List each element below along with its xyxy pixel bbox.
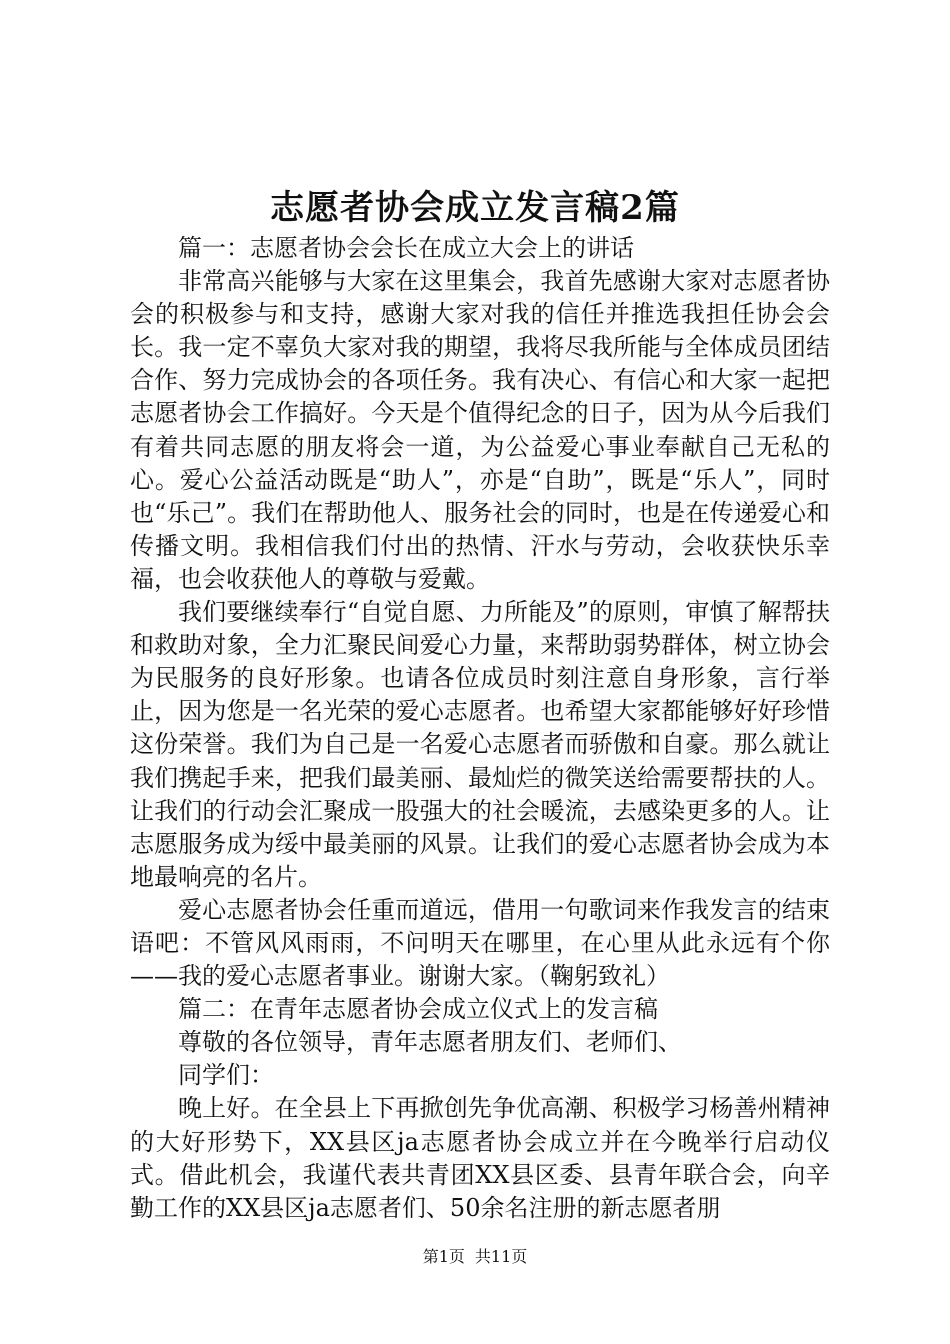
section-heading-2: 篇二：在青年志愿者协会成立仪式上的发言稿 xyxy=(178,995,658,1024)
document-body xyxy=(130,232,830,1225)
page-total: 共11页 xyxy=(474,1247,528,1266)
paragraph: 晚上好。在全县上下再掀创先争优高潮、积极学习杨善州精神的大好形势下，XX县区ja志愿者协会成立并在今晚举行启动仪式。借此机会，我谨代表共青团XX县区委、县青年联合会，向辛勤工作的XX县区ja志愿者们、50余名注册的新志愿者朋 xyxy=(130,1094,830,1222)
salutation-line-1: 尊敬的各位领导，青年志愿者朋友们、老师们、 xyxy=(178,1028,682,1057)
paragraph: 非常高兴能够与大家在这里集会，我首先感谢大家对志愿者协会的积极参与和支持，感谢大家对我的信任并推选我担任协会会长。我一定不辜负大家对我的期望，我将尽我所能与全体成员团结合作、努力完成协会的各项任务。我有决心、有信心和大家一起把志愿者协会工作搞好。今天是个值得纪念的日子，因为从今后我们有着共同志愿的朋友将会一道，为公益爱心事业奉献自己无私的心。爱心公益活动既是“助人”，亦是“自助”，既是“乐人”，同时也“乐己”。我们在帮助他人、服务社会的同时，也是在传递爱心和传播文明。我相信我们付出的热情、汗水与劳动，会收获快乐幸福，也会收获他人的尊敬与爱戴。 xyxy=(130,267,830,593)
paragraph: 我们要继续奉行“自觉自愿、力所能及”的原则，审慎了解帮扶和救助对象，全力汇聚民间爱心力量，来帮助弱势群体，树立协会为民服务的良好形象。也请各位成员时刻注意自身形象，言行举止，因为您是一名光荣的爱心志愿者。也希望大家都能够好好珍惜这份荣誉。我们为自己是一名爱心志愿者而骄傲和自豪。那么就让我们携起手来，把我们最美丽、最灿烂的微笑送给需要帮扶的人。让我们的行动会汇聚成一股强大的社会暖流，去感染更多的人。让志愿服务成为绥中最美丽的风景。让我们的爱心志愿者协会成为本地最响亮的名片。 xyxy=(130,598,830,891)
section-heading-1: 篇一：志愿者协会会长在成立大会上的讲话 xyxy=(178,234,634,262)
document-title: 志愿者协会成立发言稿2篇 xyxy=(270,188,680,228)
salutation-line-2: 同学们： xyxy=(178,1061,274,1090)
page-number: 第1页 xyxy=(422,1247,465,1266)
paragraph: 爱心志愿者协会任重而道远，借用一句歌词来作我发言的结束语吧：不管风风雨雨，不问明天在哪里，在心里从此永远有个你——我的爱心志愿者事业。谢谢大家。（鞠躬致礼） xyxy=(130,895,830,991)
page-footer xyxy=(0,1246,950,1268)
